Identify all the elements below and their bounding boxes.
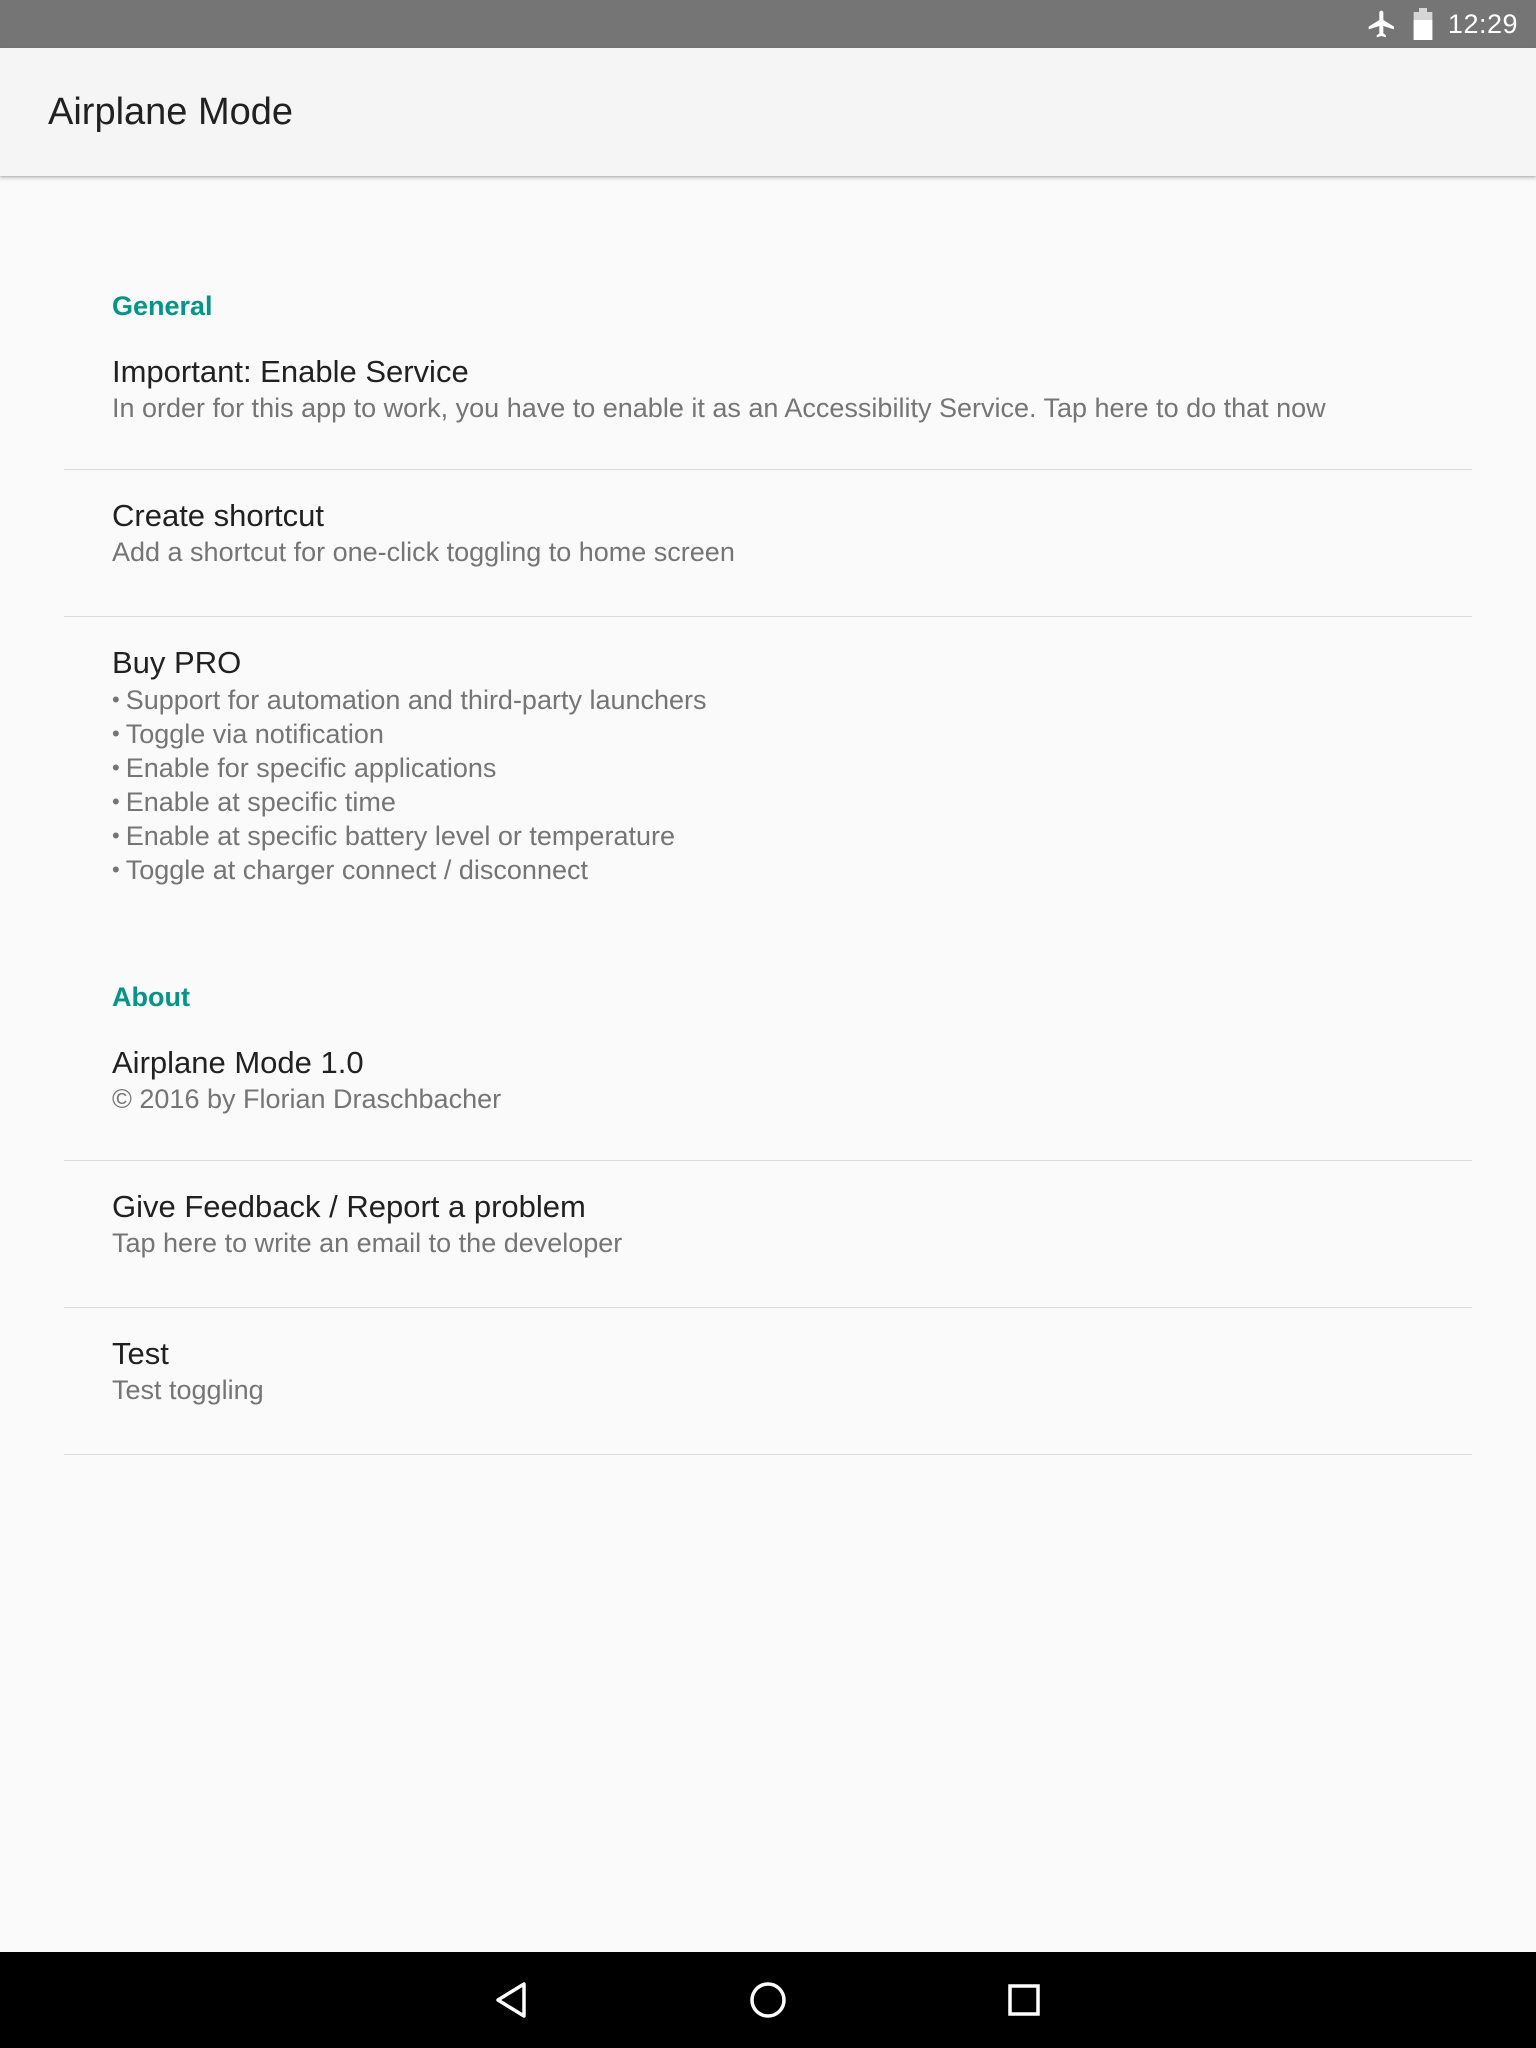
pref-summary: Test toggling: [112, 1375, 264, 1405]
pref-title: Buy PRO: [112, 645, 242, 680]
preferences-list: [64, 176, 1472, 1455]
navigation-bar: [0, 1952, 1536, 2048]
pref-enable-service[interactable]: [64, 322, 1472, 470]
category-header-general: General: [112, 291, 213, 321]
list-item: • Support for automation and third-party launchers: [112, 683, 1424, 717]
recents-icon: [1004, 1980, 1044, 2020]
back-button[interactable]: [464, 1952, 560, 2048]
pref-title: Test: [112, 1336, 169, 1371]
battery-icon: [1412, 8, 1434, 40]
list-item: • Toggle via notification: [112, 717, 1424, 751]
status-bar: [0, 0, 1536, 48]
page-title: Airplane Mode: [48, 90, 294, 133]
recents-button[interactable]: [976, 1952, 1072, 2048]
pref-summary: © 2016 by Florian Draschbacher: [112, 1084, 502, 1114]
home-icon: [748, 1980, 788, 2020]
list-item: • Enable for specific applications: [112, 751, 1424, 785]
clock: 12:29: [1447, 8, 1518, 39]
pref-title: Create shortcut: [112, 498, 324, 533]
pref-version[interactable]: [64, 1013, 1472, 1161]
pref-create-shortcut[interactable]: [64, 470, 1472, 617]
list-item: • Toggle at charger connect / disconnect: [112, 853, 1424, 887]
airplane-icon: [1366, 8, 1398, 40]
pro-features-list: [112, 683, 1424, 887]
list-item: • Enable at specific time: [112, 785, 1424, 819]
pref-summary: Add a shortcut for one-click toggling to home screen: [112, 537, 735, 567]
pref-test[interactable]: [64, 1308, 1472, 1455]
app-bar: [0, 48, 1536, 176]
home-button[interactable]: [720, 1952, 816, 2048]
back-icon: [492, 1980, 532, 2020]
pref-summary: In order for this app to work, you have to enable it as an Accessibility Service. Tap here to do that now: [112, 393, 1326, 423]
list-item: • Enable at specific battery level or temperature: [112, 819, 1424, 853]
category-header-about: About: [112, 982, 190, 1012]
pref-title: Important: Enable Service: [112, 354, 469, 389]
pref-summary: Tap here to write an email to the developer: [112, 1228, 623, 1258]
pref-buy-pro[interactable]: [64, 617, 1472, 907]
pref-title: Airplane Mode 1.0: [112, 1045, 364, 1080]
pref-feedback[interactable]: [64, 1161, 1472, 1308]
pref-title: Give Feedback / Report a problem: [112, 1189, 586, 1224]
